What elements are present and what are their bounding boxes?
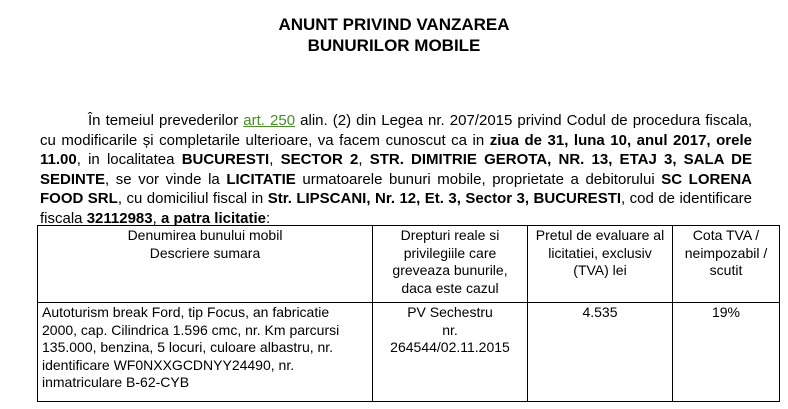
text-segment: alin. (2) din Legea nr. 207/2015 privind Codul de procedura fiscala, cu modificarile și completarile ulterioare, va facem cunoscut ca in <box>40 112 752 149</box>
header-description-line-2: Descriere sumara <box>149 244 261 261</box>
cell-price: 4.535 <box>528 303 673 402</box>
cell-rights-line-2: nr. <box>442 321 458 338</box>
debtor-name: SC LORENA FOOD SRL <box>40 170 753 207</box>
text-segment: , cod de identificare fiscala <box>40 190 753 227</box>
table-header-row <box>38 226 780 303</box>
cell-description: Autoturism break Ford, tip Focus, an fabricatie 2000, cap. Cilindrica 1.596 cmc, nr. Km parcursi 135.000, benzina, 5 locuri, culoare albastru, nr. identificare WF0NXXGCDNYY24490, nr. inmatriculare B-62-CYB <box>38 303 373 402</box>
cell-rights <box>373 303 528 402</box>
cell-rights-line-3: 264544/02.11.2015 <box>390 339 510 356</box>
auction-sector: SECTOR 2 <box>280 151 359 168</box>
auction-round: a patra licitatie <box>160 209 266 227</box>
title-line-2: BUNURILOR MOBILE <box>307 36 481 55</box>
auction-city: BUCURESTI <box>181 151 270 168</box>
announcement-paragraph <box>40 111 752 228</box>
article-250-link[interactable]: art. 250 <box>243 112 296 129</box>
goods-table <box>37 225 780 402</box>
table-row <box>38 303 780 402</box>
text-segment: urmatoarele bunuri mobile, proprietate a debitorului <box>295 170 662 188</box>
fiscal-code: 32112983 <box>86 209 153 227</box>
cell-rights-line-1: PV Sechestru <box>407 304 493 320</box>
header-price: Pretul de evaluare al licitatiei, exclusiv (TVA) lei <box>528 226 673 303</box>
title-line-1: ANUNT PRIVIND VANZAREA <box>278 15 510 34</box>
debtor-address: Str. LIPSCANI, Nr. 12, Et. 3, Sector 3, BUCURESTI <box>267 190 622 207</box>
cell-vat: 19% <box>673 303 780 402</box>
text-segment: , cu domiciliul fiscal in <box>117 190 268 207</box>
text-segment: În temeiul prevederilor <box>88 112 244 129</box>
text-segment: , <box>269 151 281 168</box>
text-segment: , <box>152 209 161 227</box>
auction-date: ziua de 31, luna 10, anul 2017, orele 11.00 <box>40 131 752 168</box>
header-vat: Cota TVA / neimpozabil / scutit <box>673 226 780 303</box>
auction-type: LICITATIE <box>226 170 296 188</box>
header-description <box>38 226 373 303</box>
page-title <box>0 14 788 56</box>
header-description-line-1: Denumirea bunului mobil <box>127 227 283 243</box>
text-segment: : <box>266 209 271 227</box>
text-segment: , in localitatea <box>76 151 182 168</box>
auction-address: STR. DIMITRIE GEROTA, NR. 13, ETAJ 3, SALA DE SEDINTE <box>40 151 752 188</box>
text-segment: , <box>358 151 370 168</box>
header-rights: Drepturi reale si privilegiile care greveaza bunurile, daca este cazul <box>373 226 528 303</box>
text-segment: , se vor vinde la <box>105 170 227 188</box>
